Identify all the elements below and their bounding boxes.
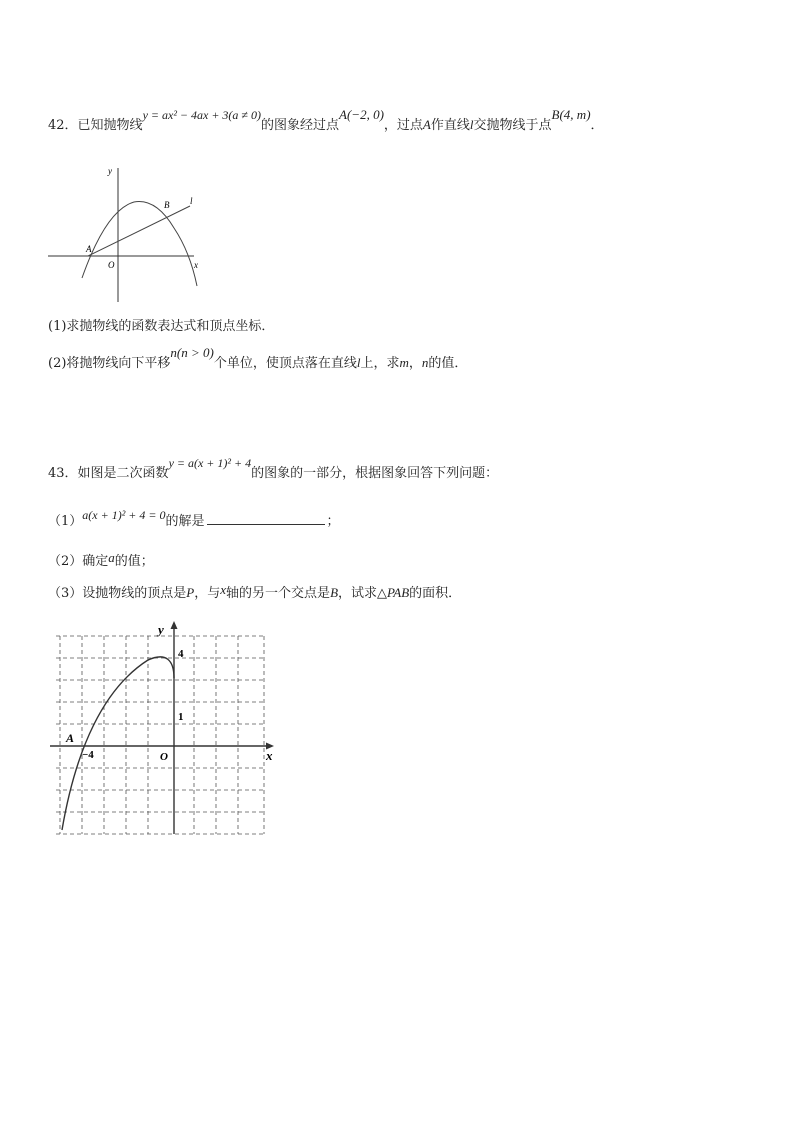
q42-part2-text-c: 上，求 bbox=[360, 356, 400, 371]
q43-label-a: A bbox=[66, 731, 75, 745]
q43-p1-label: （1） bbox=[48, 514, 83, 529]
q43-parabola bbox=[62, 657, 174, 830]
q43-number: 43． bbox=[48, 466, 78, 481]
q42-part-1: (1)求抛物线的函数表达式和顶点坐标． bbox=[48, 319, 275, 334]
q42-label-x: x bbox=[194, 260, 198, 270]
q42-part2-comma: ， bbox=[408, 356, 422, 371]
q42-figure bbox=[44, 160, 204, 306]
q43-p3-var-x: x bbox=[220, 582, 227, 597]
q43-p2-var-a: a bbox=[108, 550, 115, 565]
q42-part2-var-m: m bbox=[399, 355, 409, 370]
q42-text-3: ，过点 bbox=[383, 118, 423, 133]
q43-p1-equation: a(x + 1)² + 4 = 0 bbox=[82, 508, 166, 522]
q43-p2-label: （2） bbox=[48, 554, 83, 569]
q42-var-l: l bbox=[469, 117, 474, 132]
q42-text-5: 交抛物线于点 bbox=[473, 118, 552, 133]
q43-part-2 bbox=[48, 552, 154, 571]
q43-y-axis-arrow bbox=[171, 621, 178, 629]
q42-part-2 bbox=[48, 345, 468, 373]
q42-equation: y = ax² − 4ax + 3(a ≠ 0) bbox=[142, 108, 262, 122]
q43-label-x: x bbox=[266, 748, 273, 763]
q43-equation: y = a(x + 1)² + 4 bbox=[168, 456, 252, 470]
q43-stem bbox=[48, 456, 499, 483]
q43-p3-text-e: 的面积． bbox=[409, 586, 462, 601]
q43-figure bbox=[44, 618, 280, 838]
q43-label-1: 1 bbox=[178, 711, 184, 723]
q42-stem bbox=[48, 107, 604, 135]
q42-label-o: O bbox=[108, 260, 115, 270]
q43-text-1: 如图是二次函数 bbox=[77, 466, 169, 481]
q42-number: 42． bbox=[48, 118, 78, 133]
q43-p3-var-b: B bbox=[330, 585, 339, 600]
q43-grid bbox=[56, 636, 266, 834]
q42-part2-text-d: 的值． bbox=[428, 356, 468, 371]
q43-label-4: 4 bbox=[178, 648, 184, 660]
q42-var-a: A bbox=[422, 117, 431, 132]
q43-label-neg4: −4 bbox=[82, 749, 94, 761]
q43-p1-end: ； bbox=[326, 514, 340, 529]
q42-part2-var-n: n bbox=[421, 355, 429, 370]
q43-label-o: O bbox=[160, 751, 168, 763]
q43-p3-text-a: 设抛物线的顶点是 bbox=[82, 586, 187, 601]
q43-p3-text-b: ，与 bbox=[194, 586, 221, 601]
q43-p3-label: （3） bbox=[48, 586, 83, 601]
q42-label-b: B bbox=[164, 200, 170, 210]
q42-part2-var-l: l bbox=[356, 355, 361, 370]
q42-part2-text-a: (2)将抛物线向下平移 bbox=[48, 356, 171, 371]
q42-point-a: A(−2, 0) bbox=[339, 107, 384, 122]
q42-point-b: B(4, m) bbox=[551, 107, 591, 122]
q42-label-y: y bbox=[108, 166, 112, 176]
q43-p3-text-d: ，试求△ bbox=[338, 586, 388, 601]
q42-text-4: 作直线 bbox=[430, 118, 470, 133]
q43-part-3 bbox=[48, 584, 461, 603]
q42-label-l: l bbox=[190, 196, 193, 206]
q43-label-y: y bbox=[158, 622, 164, 637]
q42-part2-n-condition: n(n > 0) bbox=[170, 345, 214, 360]
q43-p1-text: 的解是 bbox=[165, 514, 205, 529]
q42-text-1: 已知抛物线 bbox=[77, 118, 143, 133]
q43-part-1 bbox=[48, 508, 340, 531]
q43-text-2: 的图象的一部分，根据图象回答下列问题： bbox=[251, 466, 499, 481]
q43-p3-text-c: 轴的另一个交点是 bbox=[226, 586, 331, 601]
q43-p2-text-b: 的值； bbox=[114, 554, 154, 569]
q42-part2-text-b: 个单位，使顶点落在直线 bbox=[213, 356, 357, 371]
answer-blank[interactable] bbox=[207, 512, 325, 525]
q42-text-2: 的图象经过点 bbox=[261, 118, 340, 133]
q42-label-a: A bbox=[86, 244, 92, 254]
q43-p3-triangle-pab: PAB bbox=[387, 585, 410, 600]
q42-parabola bbox=[82, 202, 197, 286]
q43-p2-text-a: 确定 bbox=[82, 554, 109, 569]
q43-p3-var-p: P bbox=[186, 585, 195, 600]
q42-text-6: ． bbox=[590, 118, 604, 133]
